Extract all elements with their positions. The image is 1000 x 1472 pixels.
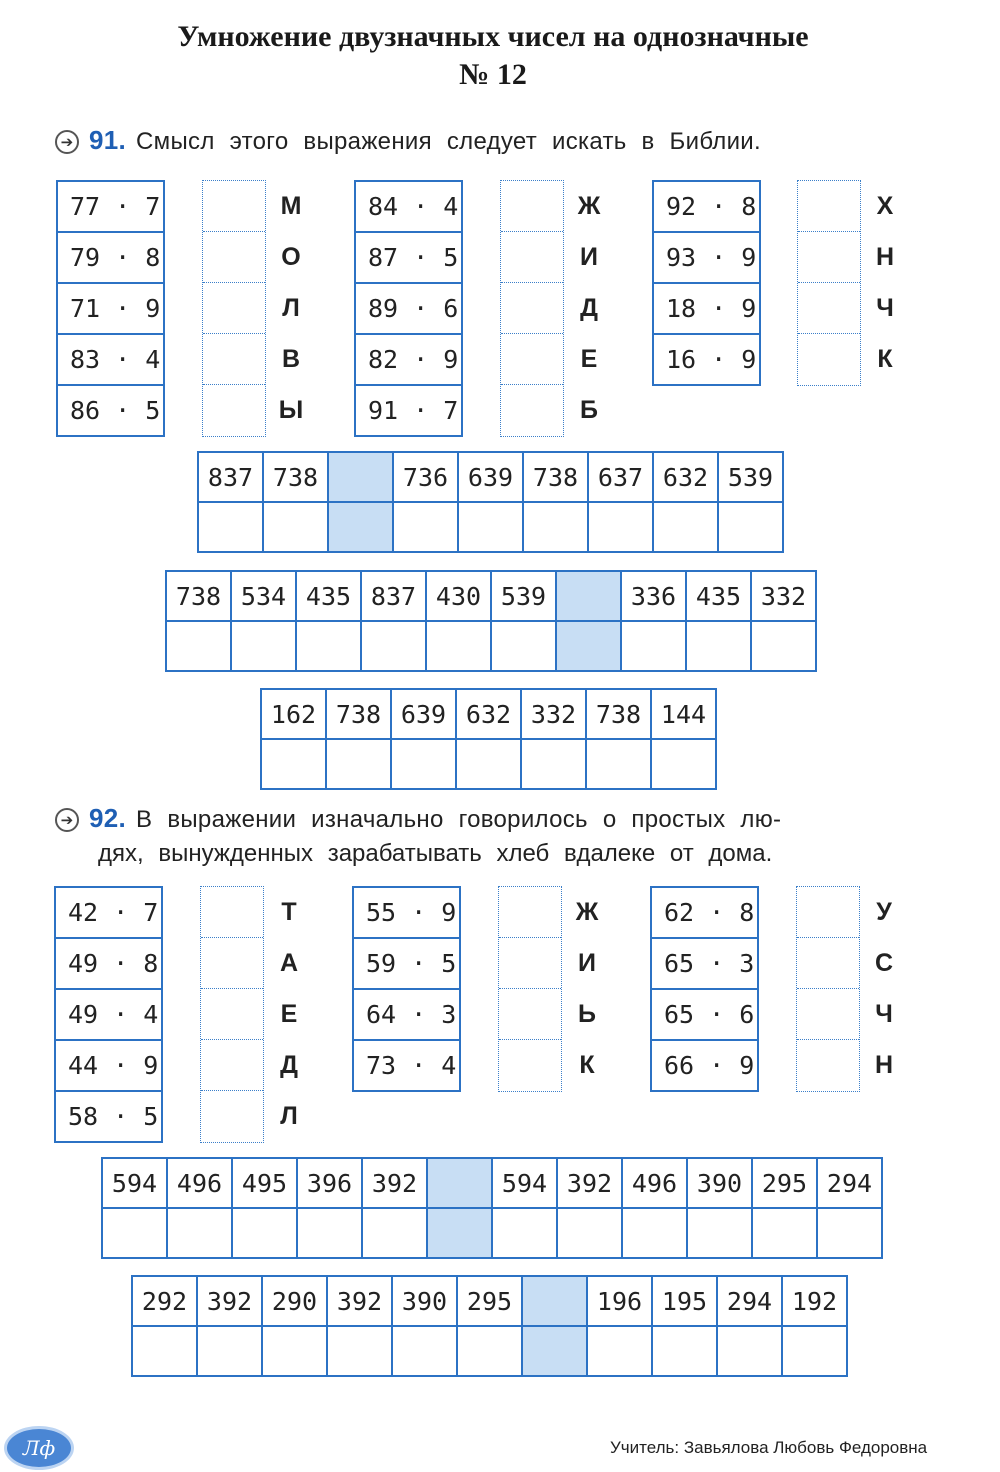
code-number: 736: [393, 452, 458, 502]
code-number: 738: [166, 571, 231, 621]
answer-cell[interactable]: [499, 938, 561, 989]
letters-column: [276, 181, 306, 436]
letter-cell[interactable]: [557, 1208, 622, 1258]
code-number: 396: [297, 1158, 362, 1208]
expression: 71 · 9: [58, 284, 163, 335]
letters-column: [572, 887, 602, 1091]
letter: Ч: [876, 294, 894, 322]
letters-column: [869, 887, 899, 1091]
letter: Е: [280, 1000, 298, 1028]
letter-cell[interactable]: [491, 621, 556, 671]
answer-cell[interactable]: [499, 887, 561, 938]
code-number: 738: [586, 689, 651, 739]
expression: 59 · 5: [354, 939, 459, 990]
answer-cell[interactable]: [203, 181, 265, 232]
letter-cell[interactable]: [231, 621, 296, 671]
letter-cell[interactable]: [652, 1326, 717, 1376]
letter-cell[interactable]: [197, 1326, 262, 1376]
code-number: 294: [817, 1158, 882, 1208]
letter: И: [580, 243, 598, 271]
answer-cell[interactable]: [201, 1091, 263, 1142]
letter-cell[interactable]: [622, 1208, 687, 1258]
task-91-heading: [55, 122, 761, 160]
letter-cell[interactable]: [752, 1208, 817, 1258]
letter-cell[interactable]: [296, 621, 361, 671]
code-number: 392: [197, 1276, 262, 1326]
expression: 65 · 6: [652, 990, 757, 1041]
code-number: 435: [296, 571, 361, 621]
letter-cell[interactable]: [653, 502, 718, 552]
letter-cell[interactable]: [326, 739, 391, 789]
answer-cell[interactable]: [797, 989, 859, 1040]
code-number: 392: [327, 1276, 392, 1326]
expression: 82 · 9: [356, 335, 461, 386]
answer-cell[interactable]: [501, 385, 563, 436]
code-number: 837: [361, 571, 426, 621]
answer-cell[interactable]: [499, 989, 561, 1040]
code-number: 594: [102, 1158, 167, 1208]
code-number: 196: [587, 1276, 652, 1326]
expression: 92 · 8: [654, 182, 759, 233]
expression: 65 · 3: [652, 939, 757, 990]
letter-cell[interactable]: [588, 502, 653, 552]
school-logo: Лф: [4, 1426, 74, 1470]
code-number: 195: [652, 1276, 717, 1326]
answer-column: [200, 886, 264, 1143]
code-number: 336: [621, 571, 686, 621]
expression: 58 · 5: [68, 1102, 159, 1131]
task-91-text: Смысл этого выражения следует искать в Библии.: [136, 128, 761, 155]
code-number: 496: [167, 1158, 232, 1208]
expression: 55 · 9: [354, 888, 459, 939]
code-number: 332: [751, 571, 816, 621]
answer-cell[interactable]: [798, 232, 860, 283]
code-number: 435: [686, 571, 751, 621]
expressions-box: [56, 180, 165, 437]
letter: Х: [876, 192, 894, 220]
teacher-credit: Учитель: Завьялова Любовь Федоровна: [610, 1438, 928, 1457]
word-gap: [427, 1208, 492, 1258]
answer-cell[interactable]: [203, 232, 265, 283]
letter: Ы: [278, 396, 304, 424]
task-92-code-row-2: [131, 1275, 848, 1377]
letter: Д: [580, 294, 598, 322]
code-number: 294: [717, 1276, 782, 1326]
letter: К: [579, 1051, 595, 1079]
answer-column: [498, 886, 562, 1092]
expression: 66 · 9: [664, 1051, 755, 1080]
expression: 62 · 8: [652, 888, 757, 939]
answer-cell[interactable]: [797, 938, 859, 989]
letter: Д: [280, 1051, 298, 1079]
letter-cell[interactable]: [586, 739, 651, 789]
expression: 79 · 8: [58, 233, 163, 284]
letter: Ж: [575, 898, 599, 926]
expression: 91 · 7: [368, 396, 459, 425]
code-number: 539: [491, 571, 556, 621]
letter: Л: [282, 294, 300, 322]
code-number: 632: [653, 452, 718, 502]
expressions-box: [354, 180, 463, 437]
answer-cell[interactable]: [501, 232, 563, 283]
expression: 93 · 9: [654, 233, 759, 284]
word-gap: [556, 621, 621, 671]
letter-cell[interactable]: [327, 1326, 392, 1376]
code-number: 162: [261, 689, 326, 739]
letter-cell[interactable]: [717, 1326, 782, 1376]
answer-cell[interactable]: [203, 385, 265, 436]
answer-cell[interactable]: [201, 887, 263, 938]
task-92-number: 92.: [89, 803, 127, 833]
letter-cell[interactable]: [457, 1326, 522, 1376]
code-number: 495: [232, 1158, 297, 1208]
code-table: [165, 570, 817, 672]
letter-cell[interactable]: [426, 621, 491, 671]
word-gap: [328, 502, 393, 552]
code-number: 430: [426, 571, 491, 621]
letter-cell[interactable]: [687, 1208, 752, 1258]
letter: Ч: [875, 1000, 893, 1028]
letter-cell[interactable]: [521, 739, 586, 789]
letter-cell[interactable]: [751, 621, 816, 671]
expression: 77 · 7: [58, 182, 163, 233]
expression: 64 · 3: [354, 990, 459, 1041]
code-number: 738: [523, 452, 588, 502]
letter-cell[interactable]: [686, 621, 751, 671]
code-number: 539: [718, 452, 783, 502]
letters-column: [870, 181, 900, 385]
word-gap: [328, 452, 393, 502]
expression: 87 · 5: [356, 233, 461, 284]
expression: 84 · 4: [356, 182, 461, 233]
expression: 49 · 8: [56, 939, 161, 990]
task-92-text-line-2: дях, вынужденных зарабатывать хлеб вдалеке от дома.: [98, 840, 773, 867]
expression: 16 · 9: [666, 345, 757, 374]
task-91-number: 91.: [89, 125, 127, 155]
answer-cell[interactable]: [798, 283, 860, 334]
letter: Ж: [577, 192, 601, 220]
letter-cell[interactable]: [456, 739, 521, 789]
letter: Т: [281, 898, 297, 926]
word-gap: [427, 1158, 492, 1208]
expression: 73 · 4: [366, 1051, 457, 1080]
expression: 86 · 5: [70, 396, 161, 425]
letter-cell[interactable]: [587, 1326, 652, 1376]
answer-cell[interactable]: [501, 283, 563, 334]
letters-column: [274, 887, 304, 1142]
letter: Ь: [578, 1000, 596, 1028]
code-table: [260, 688, 717, 790]
code-number: 144: [651, 689, 716, 739]
task-92-heading: [55, 800, 781, 838]
answer-column: [797, 180, 861, 386]
letter-cell[interactable]: [782, 1326, 847, 1376]
task-91-code-row-3: [260, 688, 717, 790]
task-92-text-line-1: В выражении изначально говорилось о простых лю-: [136, 806, 782, 833]
letter: У: [876, 898, 892, 926]
code-number: 290: [262, 1276, 327, 1326]
letter-cell[interactable]: [262, 1326, 327, 1376]
expression: 18 · 9: [654, 284, 759, 335]
code-number: 594: [492, 1158, 557, 1208]
letter: Б: [580, 396, 598, 424]
letter-cell[interactable]: [361, 621, 426, 671]
expression: 89 · 6: [356, 284, 461, 335]
code-number: 534: [231, 571, 296, 621]
answer-cell[interactable]: [798, 181, 860, 232]
code-number: 390: [687, 1158, 752, 1208]
letter: А: [279, 949, 299, 977]
task-91-code-row-2: [165, 570, 817, 672]
letter-cell[interactable]: [263, 502, 328, 552]
code-number: 392: [557, 1158, 622, 1208]
letter-cell[interactable]: [492, 1208, 557, 1258]
task-92-code-row-1: [101, 1157, 883, 1259]
expressions-box: [652, 180, 761, 386]
code-number: 295: [457, 1276, 522, 1326]
letter: Н: [874, 1051, 894, 1079]
letter: К: [877, 345, 893, 373]
code-number: 332: [521, 689, 586, 739]
letter-cell[interactable]: [621, 621, 686, 671]
code-number: 632: [456, 689, 521, 739]
code-number: 637: [588, 452, 653, 502]
code-number: 292: [132, 1276, 197, 1326]
word-gap: [522, 1326, 587, 1376]
code-table: [101, 1157, 883, 1259]
letter-cell[interactable]: [651, 739, 716, 789]
answer-cell[interactable]: [501, 334, 563, 385]
answer-cell[interactable]: [797, 1040, 859, 1091]
letter: В: [281, 345, 301, 373]
expressions-box: [650, 886, 759, 1092]
letter-cell[interactable]: [132, 1326, 197, 1376]
answer-column: [796, 886, 860, 1092]
expressions-box: [54, 886, 163, 1143]
letter: Н: [875, 243, 895, 271]
word-gap: [556, 571, 621, 621]
letter-cell[interactable]: [523, 502, 588, 552]
letter-cell[interactable]: [817, 1208, 882, 1258]
page-title: Умножение двузначных чисел на однозначные: [177, 20, 809, 53]
answer-cell[interactable]: [797, 887, 859, 938]
letter-cell[interactable]: [458, 502, 523, 552]
task-91-code-row-1: [197, 451, 784, 553]
code-table: [197, 451, 784, 553]
answer-cell[interactable]: [501, 181, 563, 232]
letter-cell[interactable]: [297, 1208, 362, 1258]
letter-cell[interactable]: [102, 1208, 167, 1258]
letter-cell[interactable]: [391, 739, 456, 789]
code-number: 639: [458, 452, 523, 502]
code-number: 837: [198, 452, 263, 502]
expression: 83 · 4: [58, 335, 163, 386]
letter-cell[interactable]: [362, 1208, 427, 1258]
letter: Е: [580, 345, 598, 373]
arrow-right-icon: ➔: [55, 808, 79, 832]
expressions-box: [352, 886, 461, 1092]
expression: 44 · 9: [56, 1041, 161, 1092]
letter-cell[interactable]: [718, 502, 783, 552]
code-table: [131, 1275, 848, 1377]
letter-cell[interactable]: [392, 1326, 457, 1376]
answer-cell[interactable]: [203, 334, 265, 385]
word-gap: [522, 1276, 587, 1326]
letter-cell[interactable]: [198, 502, 263, 552]
letter: И: [578, 949, 596, 977]
answer-column: [202, 180, 266, 437]
code-number: 738: [263, 452, 328, 502]
answer-cell[interactable]: [201, 1040, 263, 1091]
letter: М: [280, 192, 302, 220]
letter-cell[interactable]: [232, 1208, 297, 1258]
worksheet-number: № 12: [459, 58, 527, 91]
code-number: 392: [362, 1158, 427, 1208]
code-number: 295: [752, 1158, 817, 1208]
expression: 49 · 4: [56, 990, 161, 1041]
code-number: 639: [391, 689, 456, 739]
answer-cell[interactable]: [201, 989, 263, 1040]
code-number: 738: [326, 689, 391, 739]
letter-cell[interactable]: [166, 621, 231, 671]
code-number: 496: [622, 1158, 687, 1208]
letter: С: [874, 949, 894, 977]
letter-cell[interactable]: [261, 739, 326, 789]
letter-cell[interactable]: [393, 502, 458, 552]
letter: Л: [280, 1102, 298, 1130]
answer-cell[interactable]: [798, 334, 860, 385]
arrow-right-icon: ➔: [55, 130, 79, 154]
code-number: 192: [782, 1276, 847, 1326]
letters-column: [574, 181, 604, 436]
answer-cell[interactable]: [499, 1040, 561, 1091]
letter: О: [281, 243, 301, 271]
answer-column: [500, 180, 564, 437]
expression: 42 · 7: [56, 888, 161, 939]
answer-cell[interactable]: [203, 283, 265, 334]
code-number: 390: [392, 1276, 457, 1326]
letter-cell[interactable]: [167, 1208, 232, 1258]
answer-cell[interactable]: [201, 938, 263, 989]
